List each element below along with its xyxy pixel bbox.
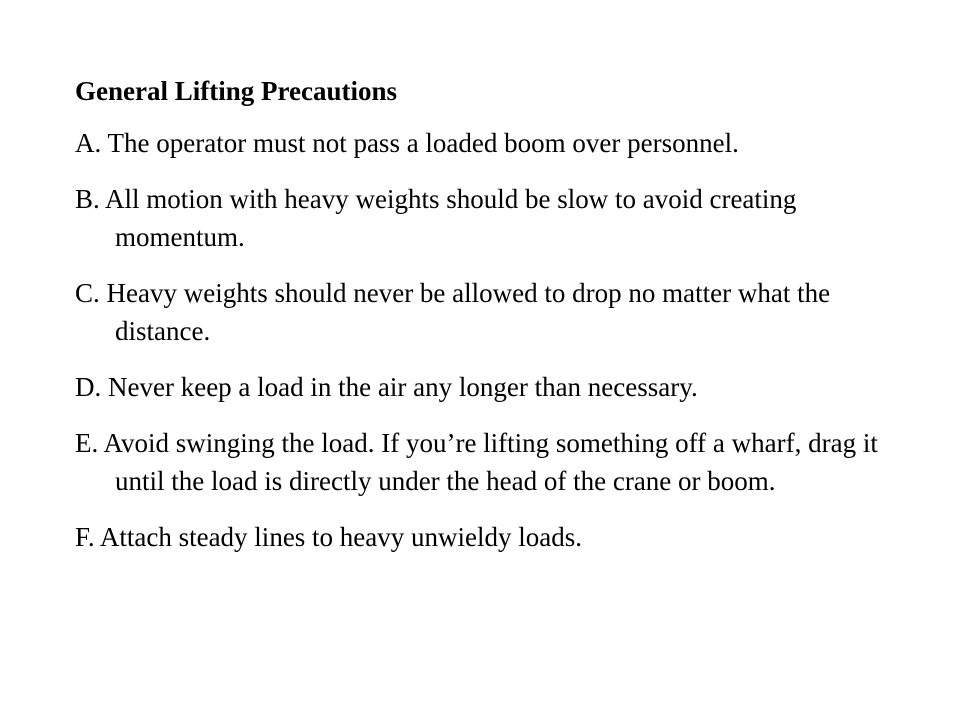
precaution-item-e: E. Avoid swinging the load. If you’re lifting something off a wharf, drag it until the load is directly under the head of the crane or boom. — [75, 428, 878, 496]
precaution-item-a: A. The operator must not pass a loaded boom over personnel. — [75, 128, 739, 158]
precaution-item-c: C. Heavy weights should never be allowed to drop no matter what the distance. — [75, 278, 831, 346]
precaution-item-d: D. Never keep a load in the air any longer than necessary. — [75, 372, 698, 402]
slide-content — [75, 72, 905, 574]
precaution-item-b: B. All motion with heavy weights should be slow to avoid creating momentum. — [75, 184, 797, 252]
precaution-item-f: F. Attach steady lines to heavy unwieldy loads. — [75, 522, 583, 552]
slide-title: General Lifting Precautions — [75, 76, 397, 106]
